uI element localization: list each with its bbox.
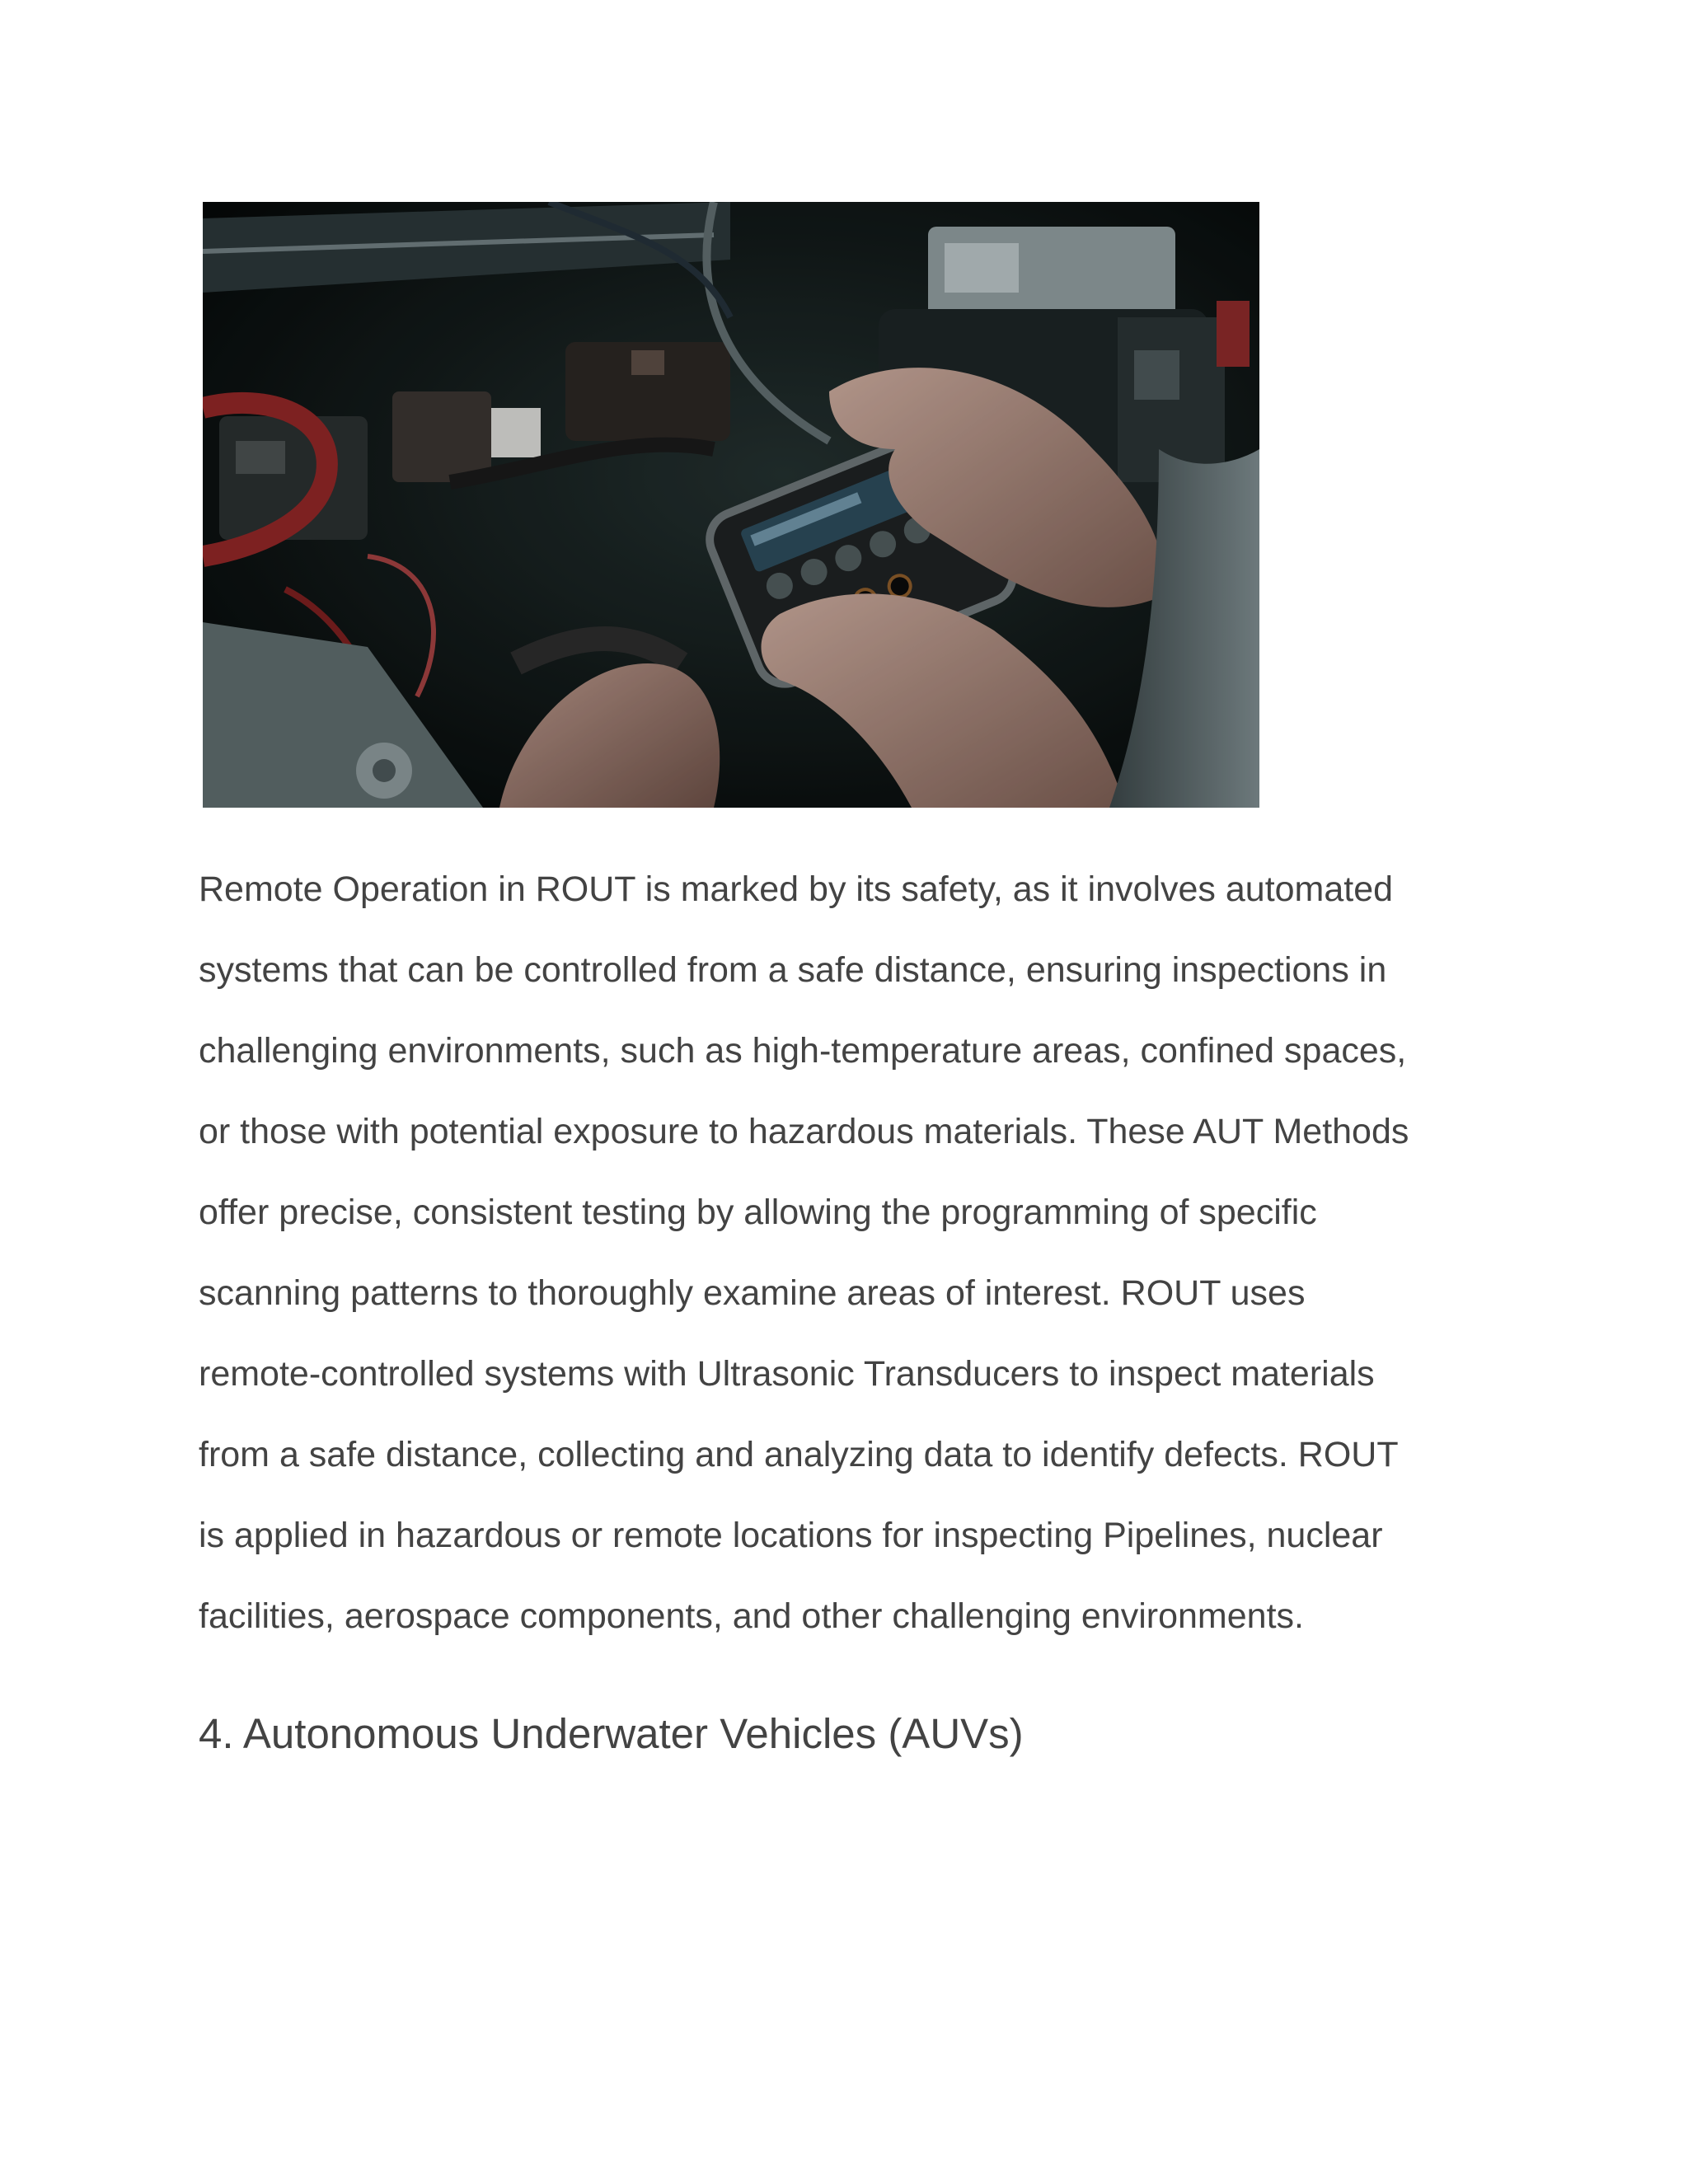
- paragraph-line: challenging environments, such as high-temperature areas, confined spaces,: [199, 1031, 1407, 1071]
- body-paragraph: [199, 849, 1501, 1657]
- paragraph-line: systems that can be controlled from a safe distance, ensuring inspections in: [199, 950, 1387, 990]
- paragraph-line: scanning patterns to thoroughly examine areas of interest. ROUT uses: [199, 1273, 1306, 1313]
- paragraph-line: remote-controlled systems with Ultrasonic Transducers to inspect materials: [199, 1354, 1375, 1394]
- inspection-photo: [203, 202, 1259, 808]
- paragraph-line: facilities, aerospace components, and other challenging environments.: [199, 1596, 1304, 1636]
- section-heading: 4. Autonomous Underwater Vehicles (AUVs): [199, 1710, 1024, 1757]
- paragraph-line: Remote Operation in ROUT is marked by its safety, as it involves automated: [199, 869, 1394, 909]
- paragraph-line: offer precise, consistent testing by allowing the programming of specific: [199, 1193, 1317, 1232]
- paragraph-line: is applied in hazardous or remote locations for inspecting Pipelines, nuclear: [199, 1516, 1383, 1555]
- inspection-photo-illustration: [203, 202, 1259, 808]
- paragraph-line: from a safe distance, collecting and analyzing data to identify defects. ROUT: [199, 1435, 1399, 1474]
- paragraph-line: or those with potential exposure to hazardous materials. These AUT Methods: [199, 1112, 1409, 1151]
